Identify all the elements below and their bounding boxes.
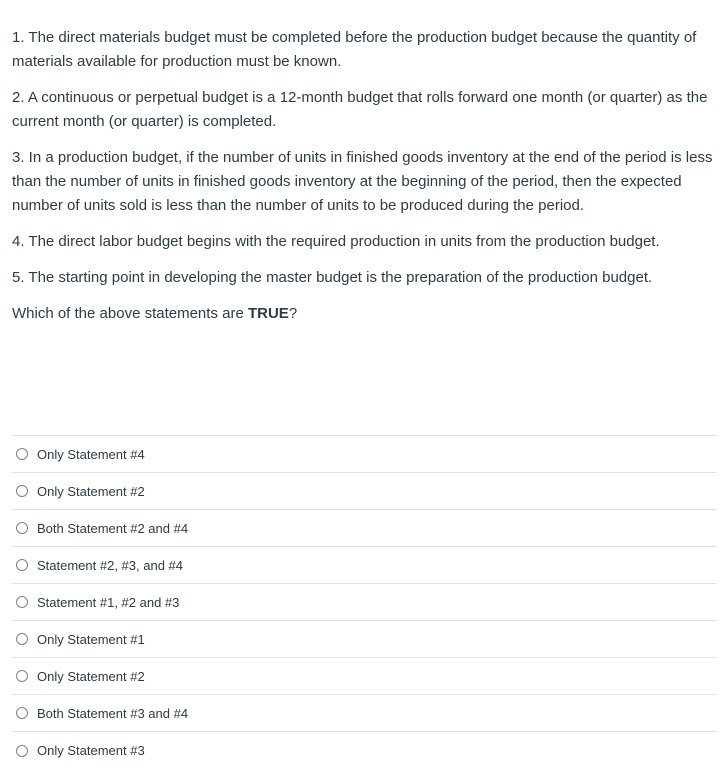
answer-option-8[interactable] [12, 695, 717, 732]
answer-label: Both Statement #3 and #4 [37, 705, 189, 721]
answer-option-1[interactable] [12, 436, 717, 473]
prompt-emphasis: TRUE [247, 305, 289, 322]
radio-button[interactable] [16, 559, 28, 571]
prompt-prefix: Which of the above statements are [12, 305, 248, 322]
answer-label: Only Statement #4 [37, 446, 145, 462]
radio-button[interactable] [16, 522, 28, 534]
statement-4: 4. The direct labor budget begins with the required production in units from the production budget. [12, 233, 660, 250]
answer-label: Only Statement #1 [37, 631, 145, 647]
radio-button[interactable] [16, 670, 28, 682]
radio-button[interactable] [16, 596, 28, 608]
radio-button[interactable] [16, 448, 28, 460]
answer-label: Only Statement #2 [37, 483, 145, 499]
answer-label: Only Statement #3 [37, 743, 145, 758]
statement-3: 3. In a production budget, if the number of units in finished goods inventory at the end of the period is less than the number of units in finished goods inventory at the beginning of the period, then the expected number of units sold is less than the number of units to be produced during the period. [12, 149, 713, 214]
answer-option-4[interactable] [12, 547, 717, 584]
prompt-suffix: ? [288, 305, 298, 322]
answer-option-9[interactable] [12, 732, 717, 769]
question-prompt [12, 302, 720, 326]
statement-2: 2. A continuous or perpetual budget is a 12-month budget that rolls forward one month (or quarter) as the current month (or quarter) is completed. [12, 89, 708, 130]
answer-label: Statement #2, #3, and #4 [37, 557, 183, 573]
answer-label: Only Statement #2 [37, 668, 145, 684]
question-text [12, 26, 720, 326]
answer-label: Both Statement #2 and #4 [37, 520, 189, 536]
statement-1: 1. The direct materials budget must be completed before the production budget because the quantity of materials available for production must be known. [12, 29, 697, 70]
statement-5: 5. The starting point in developing the master budget is the preparation of the production budget. [12, 269, 653, 286]
answer-list [12, 435, 717, 769]
answer-option-6[interactable] [12, 621, 717, 658]
radio-button[interactable] [16, 633, 28, 645]
radio-button[interactable] [16, 485, 28, 497]
answer-option-7[interactable] [12, 658, 717, 695]
answer-option-2[interactable] [12, 473, 717, 510]
answer-option-3[interactable] [12, 510, 717, 547]
answer-option-5[interactable] [12, 584, 717, 621]
radio-button[interactable] [16, 745, 28, 757]
radio-button[interactable] [16, 707, 28, 719]
answer-label: Statement #1, #2 and #3 [37, 594, 180, 610]
